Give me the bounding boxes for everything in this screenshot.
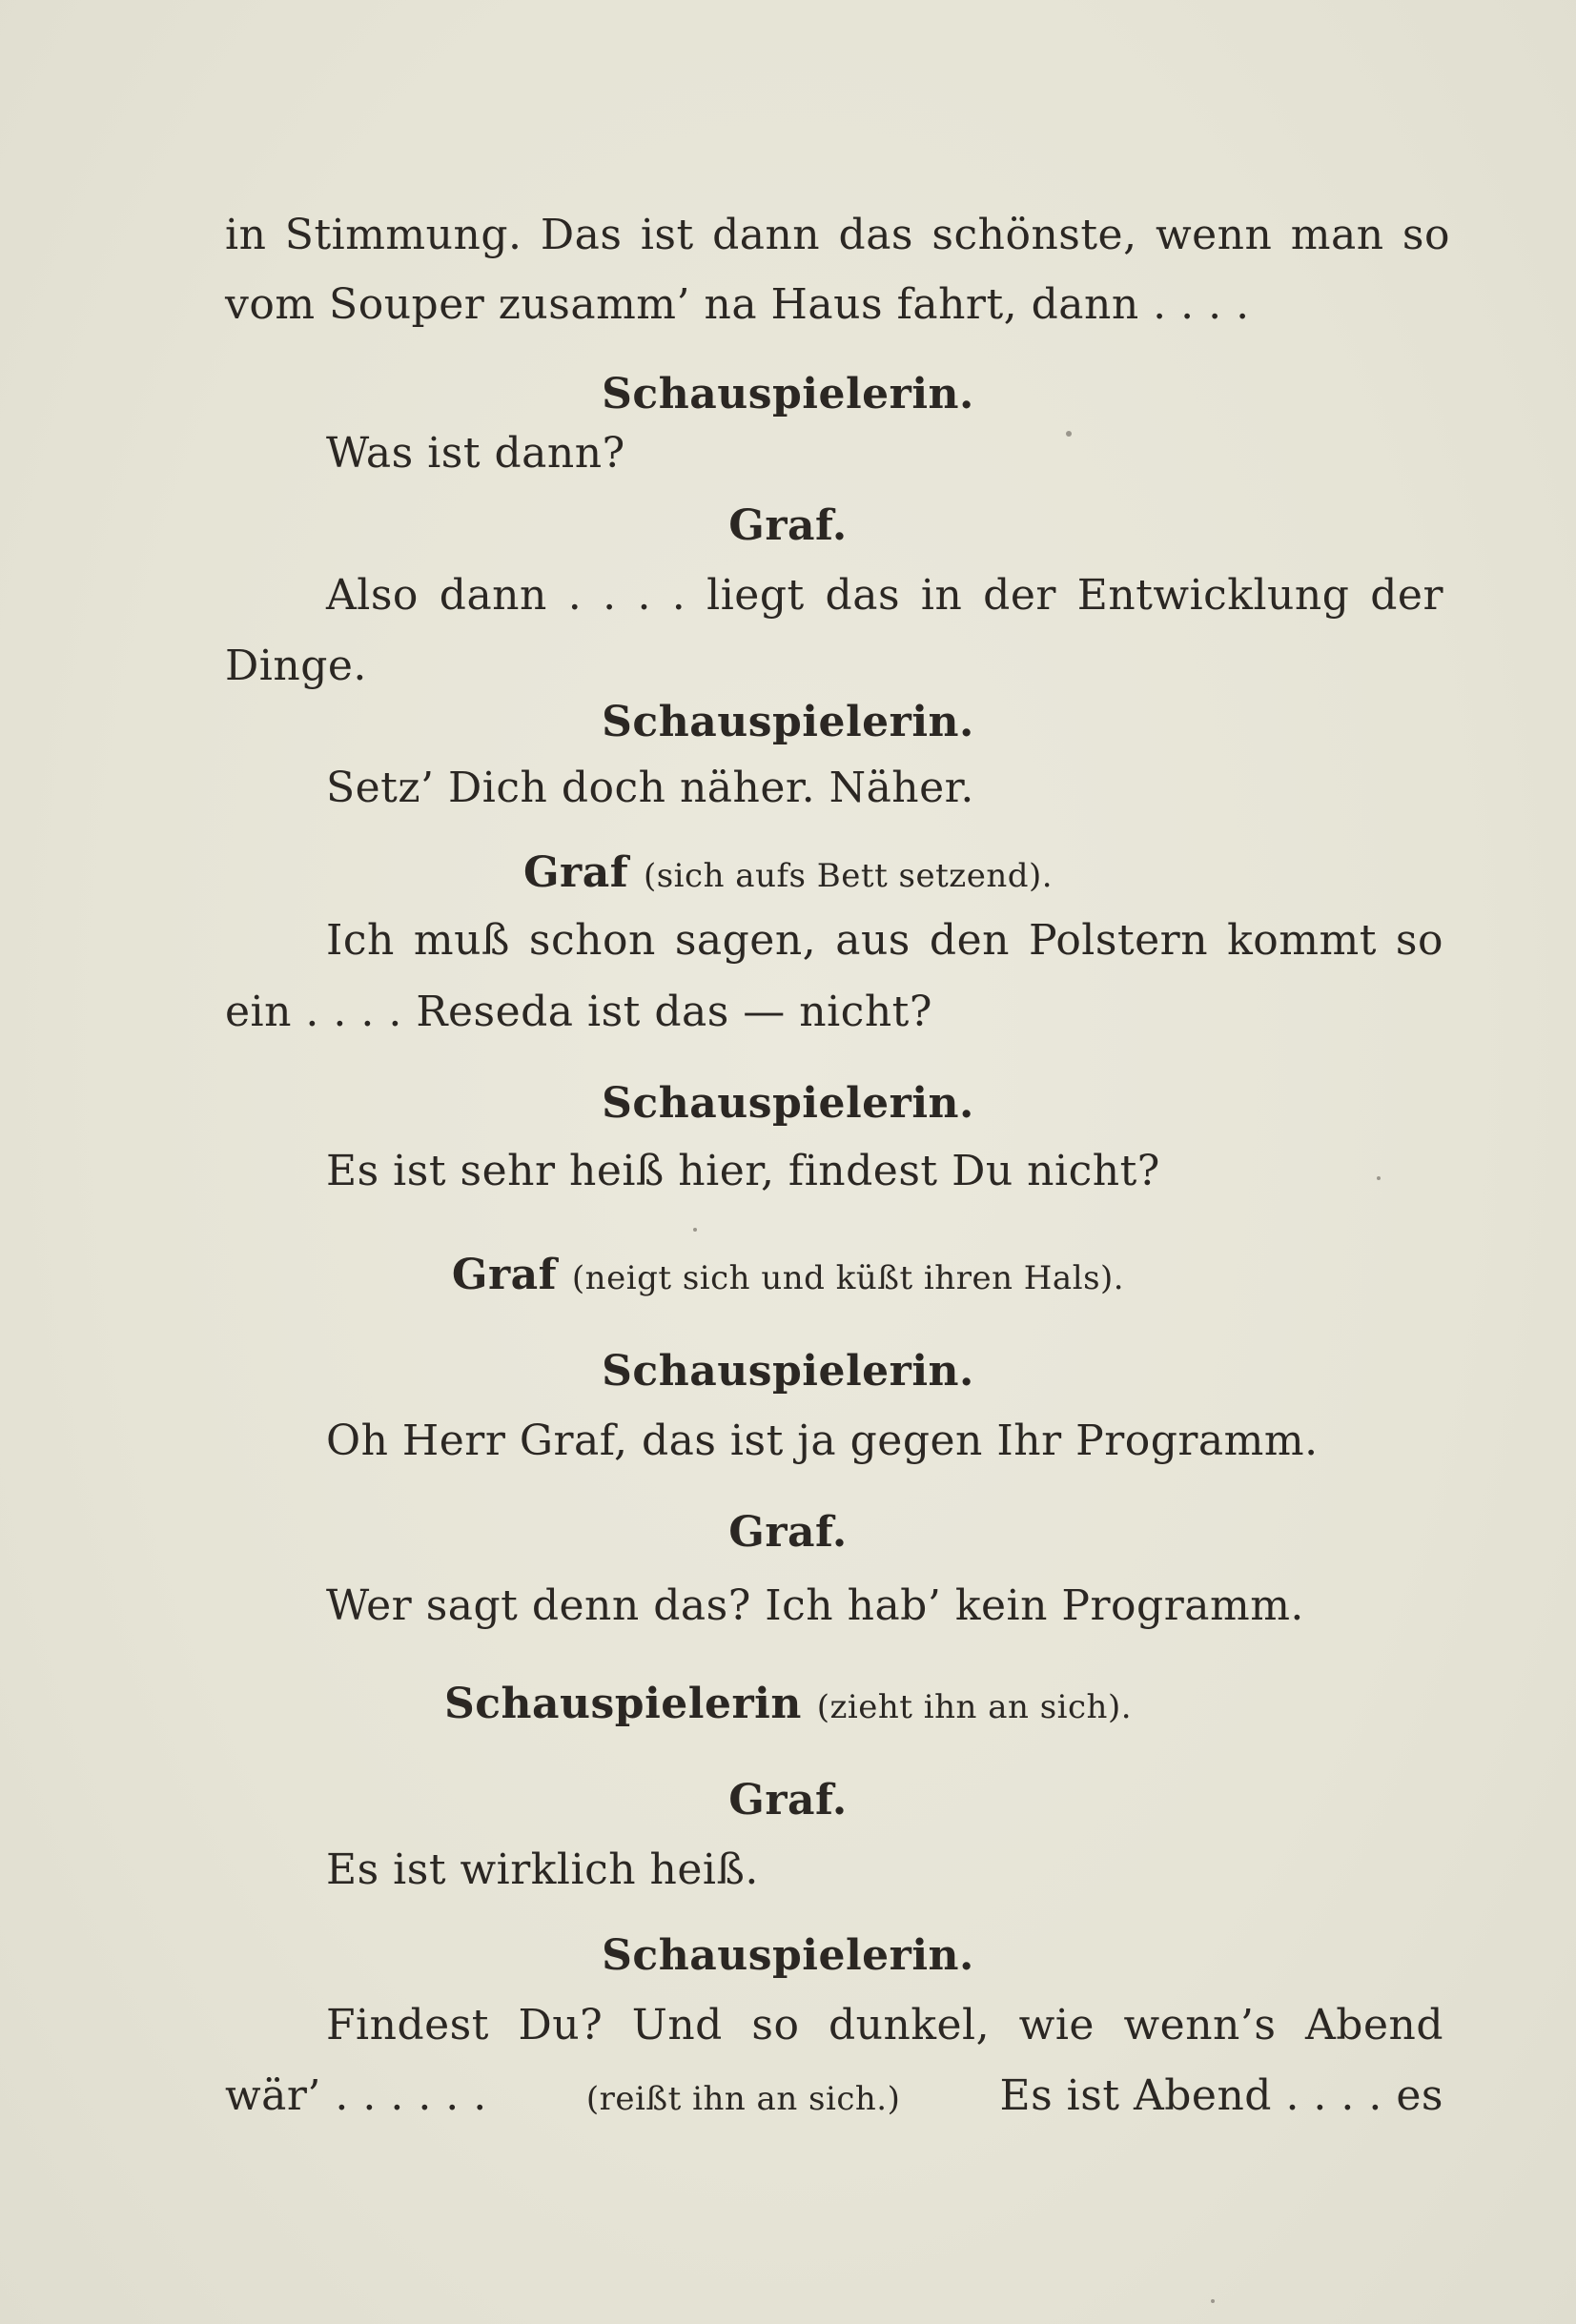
text-line-8: ein . . . . Reseda ist das — nicht?	[225, 988, 932, 1036]
stage-direction: (reißt ihn an sich.)	[585, 2080, 901, 2118]
text-line-6: Setz’ Dich doch näher. Näher.	[326, 764, 974, 812]
speaker-schauspielerin: Schauspielerin.	[602, 1347, 974, 1396]
speaker-schauspielerin: Schauspielerin.	[602, 1931, 974, 1980]
text-line-14	[225, 2071, 1443, 2120]
text-line-13: Findest Du? Und so dunkel, wie wenn’s Abend	[326, 2001, 1443, 2049]
stage-direction: (neigt sich und küßt ihren Hals).	[571, 1259, 1125, 1297]
paper-speck	[693, 1228, 697, 1232]
stage-direction: (sich aufs Bett setzend).	[643, 857, 1054, 895]
speaker-schauspielerin: Schauspielerin.	[602, 698, 974, 746]
speaker-name: Schauspielerin	[443, 1680, 802, 1728]
text-line-12: Es ist wirklich heiß.	[326, 1845, 759, 1894]
speaker-name: Graf	[451, 1251, 558, 1299]
text-line-7: Ich muß schon sagen, aus den Polstern kommt so	[326, 916, 1443, 965]
text-line-11: Wer sagt denn das? Ich hab’ kein Programm.	[326, 1581, 1304, 1630]
stage-direction: (zieht ihn an sich).	[816, 1688, 1133, 1726]
text-line-10: Oh Herr Graf, das ist ja gegen Ihr Programm.	[326, 1417, 1319, 1465]
text-line-3: Was ist dann?	[326, 429, 625, 478]
speaker-graf: Graf.	[728, 1508, 848, 1557]
text-segment: wär’ . . . . . .	[225, 2071, 487, 2120]
speaker-schauspielerin-with-direction	[0, 1680, 1576, 1728]
text-line-5: Dinge.	[225, 642, 367, 690]
text-segment: Es ist Abend . . . . es	[999, 2071, 1443, 2120]
speaker-schauspielerin: Schauspielerin.	[602, 370, 974, 418]
speaker-graf-with-direction	[0, 848, 1576, 897]
speaker-schauspielerin: Schauspielerin.	[602, 1079, 974, 1128]
text-line-1: in Stimmung. Das ist dann das schönste, wenn man so	[225, 211, 1450, 259]
speaker-name: Graf	[522, 848, 629, 897]
paper-speck	[1377, 1176, 1381, 1180]
text-line-4: Also dann . . . . liegt das in der Entwicklung der	[326, 571, 1443, 620]
text-line-2: vom Souper zusamm’ na Haus fahrt, dann . . . .	[225, 280, 1250, 329]
paper-speck	[1211, 2299, 1215, 2303]
speaker-graf: Graf.	[728, 501, 848, 550]
paper-speck	[1066, 431, 1072, 437]
speaker-graf: Graf.	[728, 1776, 848, 1825]
speaker-graf-with-direction	[0, 1251, 1576, 1299]
text-line-9: Es ist sehr heiß hier, findest Du nicht?	[326, 1147, 1160, 1195]
